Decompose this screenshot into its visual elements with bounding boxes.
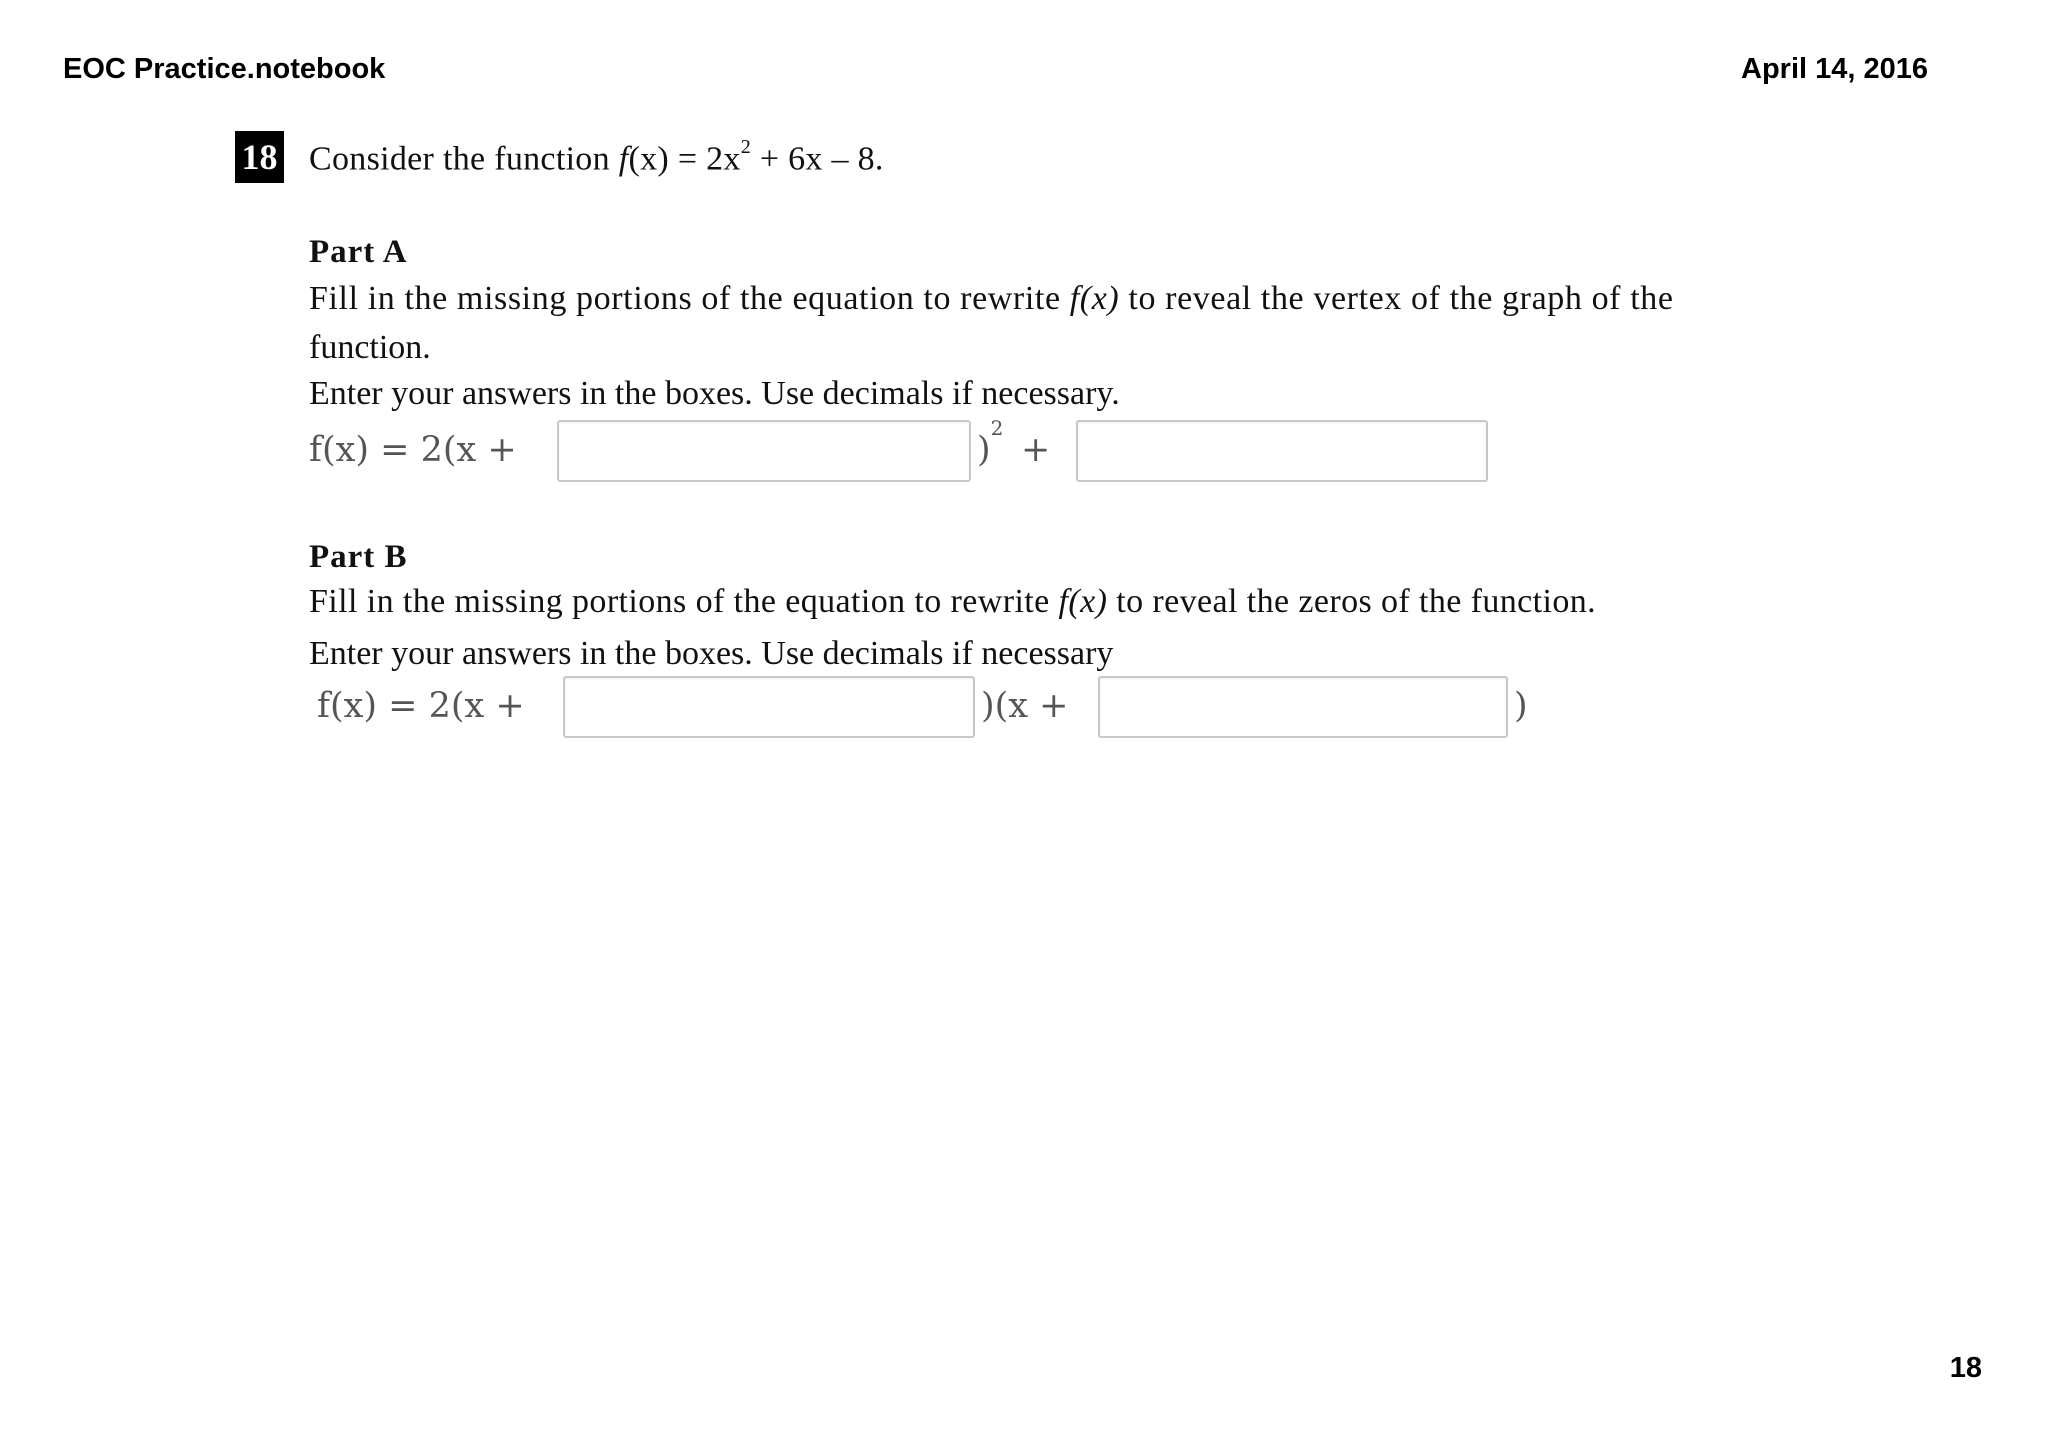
part-b-title: Part B bbox=[309, 539, 408, 575]
part-a-title: Part A bbox=[309, 234, 408, 270]
part-a-answer-box-2[interactable] bbox=[1076, 420, 1488, 482]
part-a-equation-mid: ) 2 bbox=[977, 416, 1004, 470]
prompt-prefix: Consider the function bbox=[309, 140, 619, 178]
part-a-instruction-1a: Fill in the missing portions of the equation to rewrite bbox=[309, 280, 1070, 317]
part-a-instruction-2: function. bbox=[309, 329, 431, 366]
part-b-instruction-1 bbox=[309, 585, 1596, 619]
part-a-instruction-1 bbox=[309, 282, 1674, 316]
prompt-exponent: 2 bbox=[740, 136, 752, 158]
part-b-answer-box-1[interactable] bbox=[563, 676, 975, 738]
part-b-equation-mid: )(x + bbox=[981, 686, 1069, 726]
part-b-equation-end: ) bbox=[1514, 686, 1528, 726]
part-b-instruction-1a: Fill in the missing portions of the equation to rewrite bbox=[309, 583, 1059, 620]
part-a-equation-lead: f(x) = 2(x + bbox=[309, 430, 517, 470]
part-b-equation-lead: f(x) = 2(x + bbox=[317, 686, 525, 726]
prompt-suffix: + 6x – 8. bbox=[751, 140, 884, 178]
question-prompt bbox=[309, 136, 884, 178]
part-b-fx: f(x) bbox=[1058, 583, 1108, 620]
part-b-instruction-1b: to reveal the zeros of the function. bbox=[1107, 583, 1597, 620]
part-b-instruction-2: Enter your answers in the boxes. Use decimals if necessary bbox=[309, 635, 1114, 672]
part-a-answer-box-1[interactable] bbox=[557, 420, 971, 482]
part-a-equation-exponent: 2 bbox=[990, 416, 1004, 440]
page-date: April 14, 2016 bbox=[1741, 53, 1928, 85]
notebook-title: EOC Practice.notebook bbox=[63, 53, 386, 85]
page-number: 18 bbox=[1949, 1352, 1982, 1384]
prompt-f: f bbox=[618, 140, 629, 178]
question-number-badge: 18 bbox=[235, 131, 284, 183]
part-a-instruction-1b: to reveal the vertex of the graph of the bbox=[1119, 280, 1674, 317]
prompt-fx-rest: (x) = 2x bbox=[628, 140, 741, 178]
part-a-instruction-3: Enter your answers in the boxes. Use decimals if necessary. bbox=[309, 375, 1120, 412]
part-b-answer-box-2[interactable] bbox=[1098, 676, 1508, 738]
part-a-fx: f(x) bbox=[1069, 280, 1120, 317]
part-a-equation-plus: + bbox=[1021, 430, 1051, 470]
